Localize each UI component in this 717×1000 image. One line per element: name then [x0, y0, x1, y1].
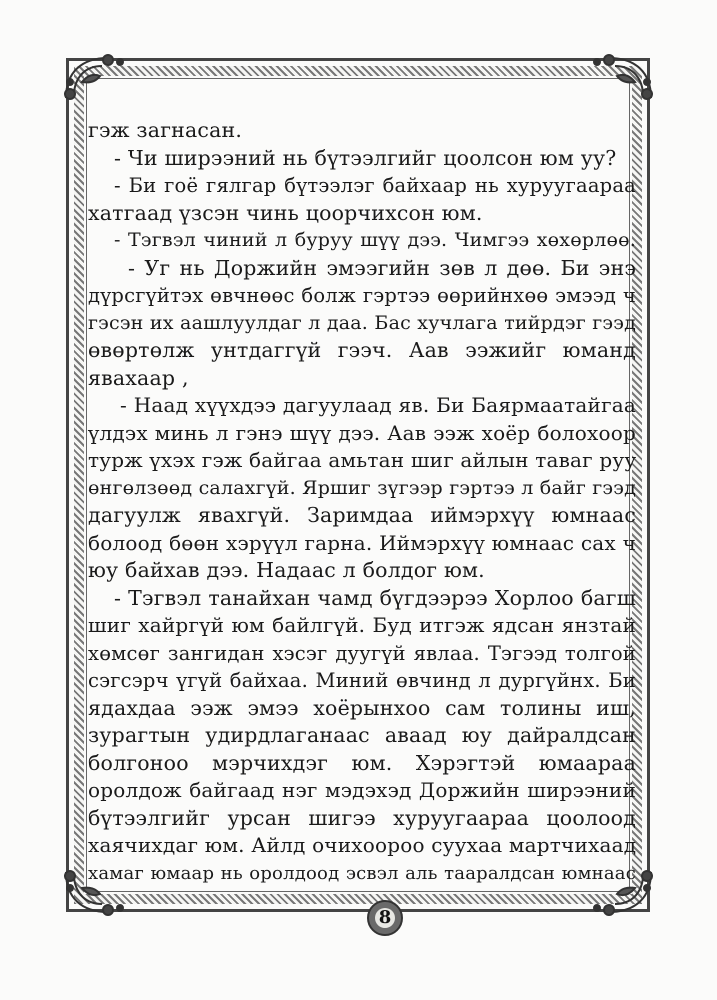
body-text	[88, 117, 636, 887]
text-line: дүрсгүйтэх өвчнөөс болж гэртээ өөрийнхөө эмээд ч	[88, 284, 636, 307]
text-line: шиг хайргүй юм байлгүй. Буд итгэж ядсан янзтай	[88, 613, 636, 637]
text-line: гэж загнасан.	[88, 118, 243, 142]
page-number-badge	[367, 900, 403, 936]
text-line: - Уг нь Доржийн эмээгийн зөв л дөө. Би энэ	[128, 255, 636, 280]
text-line: үлдэх минь л гэнэ шүү дээ. Аав ээж хоёр болохоор	[88, 420, 636, 445]
text-line: хамаг юмаар нь оролдоод эсвэл аль тааралдсан юмнаас	[88, 862, 636, 884]
text-line: сэгсэрч үгүй байхаа. Миний өвчинд л дургүйнх. Би	[88, 669, 636, 692]
text-line: гэсэн их аашлуулдаг л даа. Бас хучлага тийрдэг гээд	[88, 311, 636, 334]
text-line: оролдож байгаад нэг мэдэхэд Доржийн ширээний	[88, 778, 636, 802]
text-line: - Тэгвэл чиний л буруу шүү дээ. Чимгээ хөхөрлөө.	[114, 229, 636, 251]
floral-ornament-icon	[585, 52, 655, 102]
text-line: болоод бөөн хэрүүл гарна. Иймэрхүү юмнаас сах ч	[88, 530, 636, 555]
text-line: турж үхэх гэж байгаа амьтан шиг айлын таваг руу	[88, 448, 637, 472]
text-line: дагуулж явахгүй. Заримдаа иймэрхүү юмнаас	[88, 503, 636, 527]
text-line: өвөртөлж унтдаггүй гээч. Аав ээжийг юманд	[88, 338, 636, 362]
text-line: - Би гоё гялгар бүтээлэг байхаар нь хуруугаараа	[114, 174, 636, 197]
text-line: - Тэгвэл танайхан чамд бүгдээрээ Хорлоо багш	[114, 585, 636, 610]
page-number: 8	[378, 907, 392, 928]
text-line: ядахдаа ээж эмээ хоёрынхоо сам толины иш,	[88, 695, 636, 720]
text-line: явахаар ,	[88, 365, 189, 390]
text-line: хаячихдаг юм. Айлд очихоороо суухаа мартчихаад	[88, 833, 637, 857]
text-line: өнгөлзөөд салахгүй. Яршиг зүгээр гэртээ л байг гээд	[88, 476, 636, 499]
text-line: болгоноо мэрчихдэг юм. Хэрэгтэй юмаараа	[88, 750, 636, 775]
text-line: бүтээлгийг урсан шигээ хуруугаараа цоолоод	[88, 805, 636, 830]
text-line: - Наад хүүхдээ дагуулаад яв. Би Баярмаатайгаа	[120, 393, 636, 417]
text-line: - Чи ширээний нь бүтээлгийг цоолсон юм уу?	[114, 145, 617, 170]
text-line: хатгаад үзсэн чинь цоорчихсон юм.	[88, 200, 483, 225]
text-line: юу байхав дээ. Надаас л болдог юм.	[88, 558, 485, 582]
text-line: зурагтын удирдлаганаас аваад юу дайралдсан	[88, 723, 636, 747]
floral-ornament-icon	[62, 52, 132, 102]
text-line: хөмсөг зангидан хэсэг дуугүй явлаа. Тэгээд толгой	[88, 641, 636, 665]
